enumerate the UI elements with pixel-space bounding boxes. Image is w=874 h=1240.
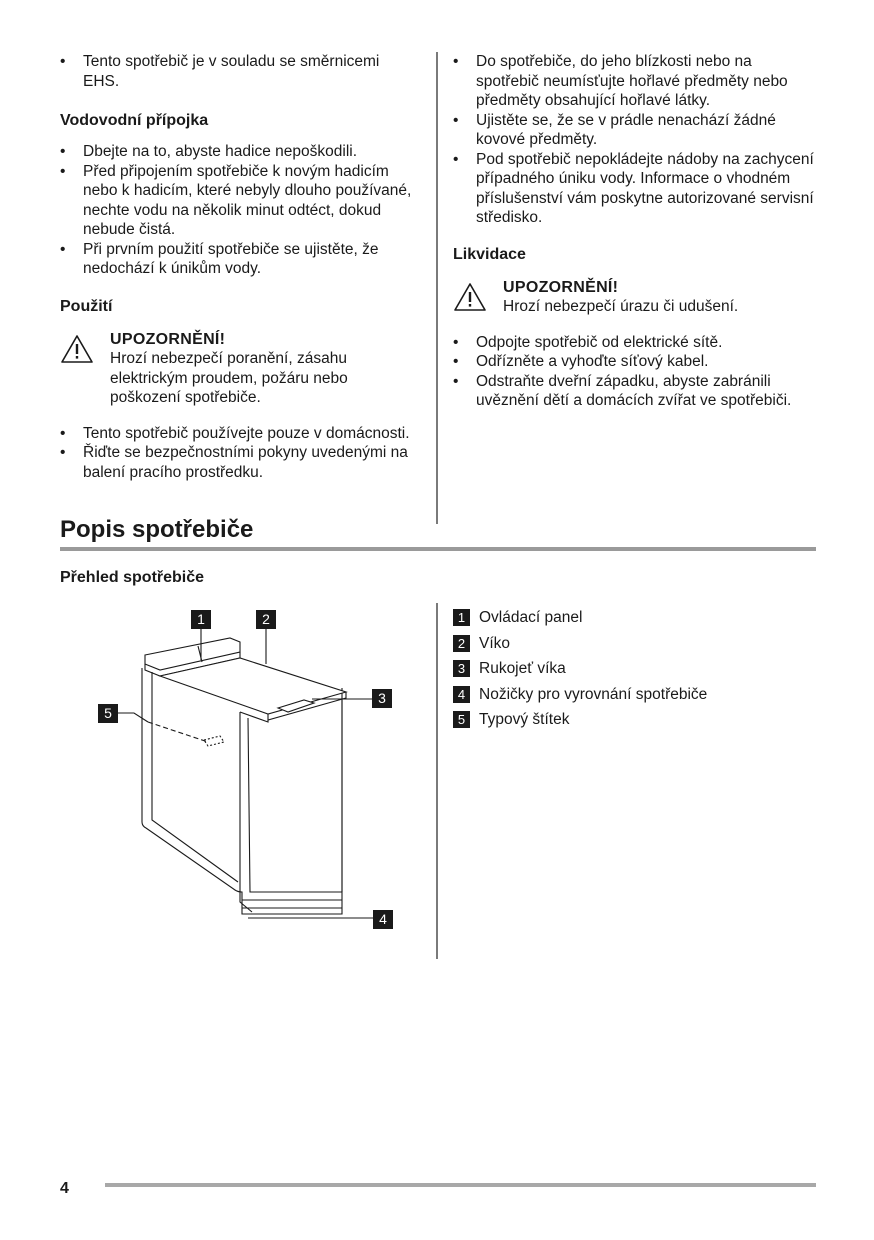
list-item: • Odpojte spotřebič od elektrické sítě. [453,333,818,353]
list-item: • Pod spotřebič nepokládejte nádoby na zachycení případného úniku vody. Informace o vhodném příslušenství vám poskytne autorizované servisní středisko. [453,150,818,228]
intro-list [60,52,412,91]
left-column [60,52,412,482]
intro-list-right [453,52,818,228]
warning-title: UPOZORNĚNÍ! [503,278,619,296]
callout-3 [372,689,392,708]
list-item: • Odřízněte a vyhoďte síťový kabel. [453,352,818,372]
legend-item [453,605,707,631]
disposal-list [453,333,818,411]
column-divider [436,52,438,524]
warning-disposal [453,278,818,317]
appliance-diagram [90,600,410,940]
callout-label: 4 [379,911,387,927]
legend-label: Ovládací panel [479,609,583,626]
legend-item [453,631,707,657]
column-divider [436,603,438,959]
warning-text: Hrozí nebezpečí úrazu či udušení. [503,298,739,315]
list-item: • Dbejte na to, abyste hadice nepoškodili. [60,142,412,162]
legend-item [453,682,707,708]
legend-label: Rukojeť víka [479,660,566,677]
legend-label: Nožičky pro vyrovnání spotřebiče [479,685,708,703]
use-list [60,424,412,483]
warning-use [60,330,412,408]
section-title: Popis spotřebiče [60,516,254,543]
legend-label: Typový štítek [479,711,570,728]
callout-label: 3 [378,690,386,706]
list-item: • Odstraňte dveřní západku, abyste zabránili uvěznění dětí a domácích zvířat ve spotřebiči. [453,372,818,411]
legend-item [453,656,707,682]
legend-number: 1 [453,609,470,626]
warning-triangle-icon [60,334,94,364]
legend-number: 4 [453,686,470,703]
page-number: 4 [60,1180,69,1197]
legend-number: 3 [453,660,470,677]
legend-number: 2 [453,635,470,652]
callout-5 [98,704,118,723]
water-list [60,142,412,279]
legend-label: Víko [479,634,511,652]
legend-list [453,605,707,733]
list-item: • Při prvním použití spotřebiče se ujistěte, že nedochází k únikům vody. [60,240,412,279]
list-item: • Ujistěte se, že se v prádle nenachází žádné kovové předměty. [453,111,818,150]
right-column [453,52,818,411]
list-item: • Do spotřebiče, do jeho blízkosti nebo na spotřebič neumísťujte hořlavé předměty nebo předměty obsahující hořlavé látky. [453,52,818,111]
list-item: • Tento spotřebič používejte pouze v domácnosti. [60,424,412,444]
callout-label: 5 [104,705,112,721]
subsection-title: Přehled spotřebiče [60,569,205,586]
heading-disposal: Likvidace [453,245,526,263]
callout-label: 1 [197,611,205,627]
section-rule [60,547,816,551]
warning-text: Hrozí nebezpečí poranění, zásahu elektrickým proudem, požáru nebo poškození spotřebiče. [110,350,348,406]
callout-label: 2 [262,611,270,627]
legend-item [453,707,707,733]
callout-1 [191,610,211,629]
warning-triangle-icon [453,282,487,312]
list-item: • Tento spotřebič je v souladu se směrnicemi EHS. [60,52,412,91]
washing-machine-drawing [142,638,346,914]
heading-water-connection: Vodovodní přípojka [60,112,209,129]
footer-rule [105,1183,816,1187]
callout-4 [373,910,393,929]
heading-use: Použití [60,297,113,315]
callout-2 [256,610,276,629]
legend-number: 5 [453,711,470,728]
list-item: • Před připojením spotřebiče k novým hadicím nebo k hadicím, které nebyly dlouho používané, nechte vodu na několik minut odtéct, dokud nebude čistá. [60,162,412,240]
list-item: • Řiďte se bezpečnostními pokyny uvedenými na balení pracího prostředku. [60,443,412,482]
warning-title: UPOZORNĚNÍ! [110,330,226,348]
